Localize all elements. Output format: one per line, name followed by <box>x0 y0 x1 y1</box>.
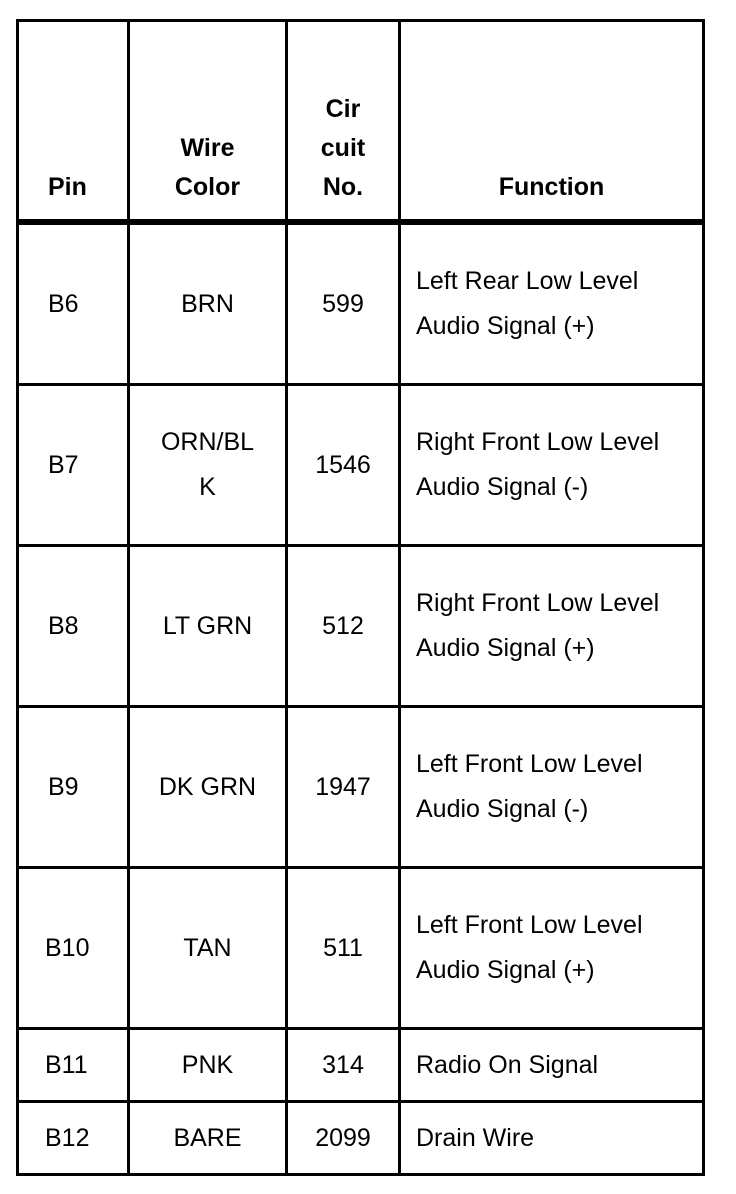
circuit-no-cell: 511 <box>287 868 400 1029</box>
wire-color-cell: BRN <box>129 222 287 385</box>
header-pin: Pin <box>18 21 129 223</box>
wire-color-cell: ORN/BLK <box>129 385 287 546</box>
table-header-row <box>18 21 704 223</box>
header-circuit-no: Cir cuit No. <box>287 21 400 223</box>
pin-cell: B9 <box>18 707 129 868</box>
wire-color-cell: TAN <box>129 868 287 1029</box>
table-row <box>18 385 704 546</box>
header-wire-color: Wire Color <box>129 21 287 223</box>
circuit-no-cell: 2099 <box>287 1102 400 1175</box>
table-row <box>18 222 704 385</box>
circuit-no-cell: 512 <box>287 546 400 707</box>
wire-color-cell: LT GRN <box>129 546 287 707</box>
table-row <box>18 1029 704 1102</box>
pin-cell: B6 <box>18 222 129 385</box>
pin-cell: B12 <box>18 1102 129 1175</box>
function-cell: Left Front Low Level Audio Signal (+) <box>400 868 704 1029</box>
table-row <box>18 707 704 868</box>
pin-cell: B8 <box>18 546 129 707</box>
function-cell: Right Front Low Level Audio Signal (+) <box>400 546 704 707</box>
circuit-no-cell: 314 <box>287 1029 400 1102</box>
table-row <box>18 546 704 707</box>
table-row <box>18 1102 704 1175</box>
pin-cell: B7 <box>18 385 129 546</box>
circuit-no-cell: 1546 <box>287 385 400 546</box>
wire-color-cell: BARE <box>129 1102 287 1175</box>
function-cell: Left Front Low Level Audio Signal (-) <box>400 707 704 868</box>
circuit-no-cell: 1947 <box>287 707 400 868</box>
wire-color-cell: PNK <box>129 1029 287 1102</box>
function-cell: Right Front Low Level Audio Signal (-) <box>400 385 704 546</box>
circuit-no-cell: 599 <box>287 222 400 385</box>
wire-color-cell: DK GRN <box>129 707 287 868</box>
pin-cell: B10 <box>18 868 129 1029</box>
table-row <box>18 868 704 1029</box>
function-cell: Drain Wire <box>400 1102 704 1175</box>
pin-cell: B11 <box>18 1029 129 1102</box>
connector-pinout-table <box>16 19 705 1176</box>
header-function: Function <box>400 21 704 223</box>
function-cell: Radio On Signal <box>400 1029 704 1102</box>
function-cell: Left Rear Low Level Audio Signal (+) <box>400 222 704 385</box>
